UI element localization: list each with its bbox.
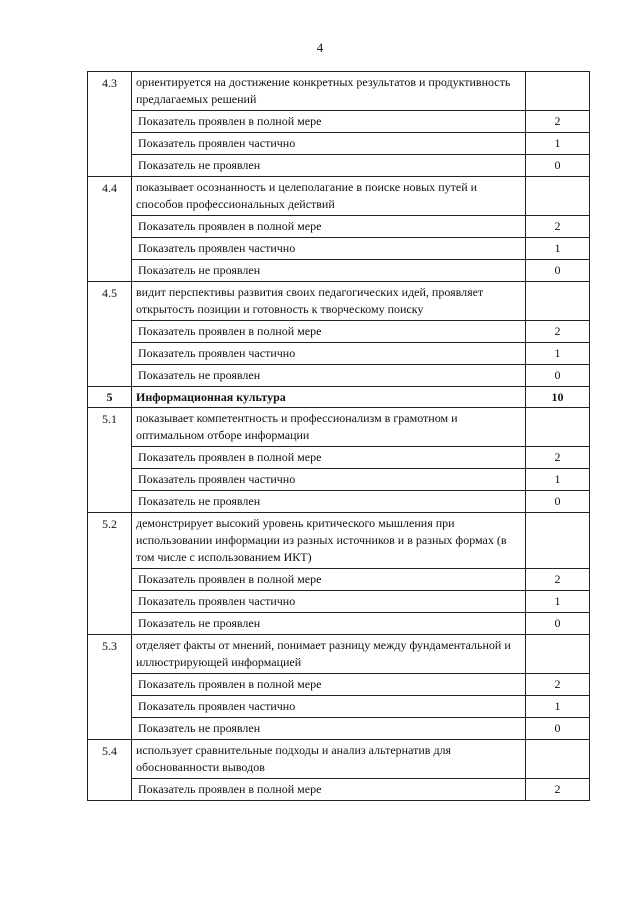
page-number: 4 <box>316 40 324 55</box>
level-label: Показатель не проявлен <box>132 365 526 387</box>
level-label: Показатель не проявлен <box>132 613 526 635</box>
criterion-text: демонстрирует высокий уровень критического мышления при использовании информации из разных источников и в разных формах (в том числе с использованием ИКТ) <box>132 513 526 569</box>
level-label: Показатель не проявлен <box>132 491 526 513</box>
level-score: 1 <box>526 696 590 718</box>
criterion-row <box>88 740 590 779</box>
level-score: 1 <box>526 238 590 260</box>
level-label: Показатель проявлен в полной мере <box>132 111 526 133</box>
criterion-text: использует сравнительные подходы и анализ альтернатив для обоснованности выводов <box>132 740 526 779</box>
level-row <box>88 569 590 591</box>
level-row <box>88 216 590 238</box>
level-label: Показатель проявлен в полной мере <box>132 569 526 591</box>
criterion-score-cell <box>526 635 590 674</box>
level-row <box>88 613 590 635</box>
level-row <box>88 491 590 513</box>
level-label: Показатель проявлен в полной мере <box>132 779 526 801</box>
level-label: Показатель проявлен в полной мере <box>132 321 526 343</box>
level-score: 0 <box>526 260 590 282</box>
level-score: 1 <box>526 591 590 613</box>
level-row <box>88 447 590 469</box>
level-score: 1 <box>526 343 590 365</box>
level-row <box>88 133 590 155</box>
level-label: Показатель не проявлен <box>132 718 526 740</box>
level-row <box>88 591 590 613</box>
level-score: 2 <box>526 447 590 469</box>
level-label: Показатель проявлен частично <box>132 343 526 365</box>
level-label: Показатель проявлен в полной мере <box>132 447 526 469</box>
level-row <box>88 111 590 133</box>
section-number: 5 <box>88 387 132 408</box>
level-score: 2 <box>526 321 590 343</box>
level-score: 0 <box>526 491 590 513</box>
level-row <box>88 779 590 801</box>
level-row <box>88 343 590 365</box>
level-row <box>88 696 590 718</box>
level-row <box>88 238 590 260</box>
criterion-number: 4.3 <box>88 72 132 177</box>
level-score: 2 <box>526 111 590 133</box>
level-label: Показатель проявлен частично <box>132 591 526 613</box>
level-row <box>88 469 590 491</box>
level-label: Показатель проявлен частично <box>132 469 526 491</box>
level-label: Показатель проявлен частично <box>132 238 526 260</box>
criterion-text: показывает осознанность и целеполагание в поиске новых путей и способов профессиональных действий <box>132 177 526 216</box>
criterion-text: показывает компетентность и профессионализм в грамотном и оптимальном отборе информации <box>132 408 526 447</box>
level-label: Показатель не проявлен <box>132 155 526 177</box>
criterion-row <box>88 635 590 674</box>
criterion-score-cell <box>526 740 590 779</box>
level-score: 0 <box>526 155 590 177</box>
criterion-text: отделяет факты от мнений, понимает разницу между фундаментальной и иллюстрирующей информацией <box>132 635 526 674</box>
level-row <box>88 718 590 740</box>
level-score: 0 <box>526 613 590 635</box>
criterion-number: 5.2 <box>88 513 132 635</box>
criterion-number: 5.3 <box>88 635 132 740</box>
criterion-row <box>88 72 590 111</box>
criterion-text: ориентируется на достижение конкретных результатов и продуктивность предлагаемых решений <box>132 72 526 111</box>
criterion-score-cell <box>526 72 590 111</box>
criterion-number: 5.4 <box>88 740 132 801</box>
level-label: Показатель проявлен в полной мере <box>132 674 526 696</box>
level-label: Показатель проявлен в полной мере <box>132 216 526 238</box>
criterion-row <box>88 408 590 447</box>
criterion-score-cell <box>526 408 590 447</box>
criterion-score-cell <box>526 513 590 569</box>
criteria-table-body <box>88 72 590 801</box>
section-row <box>88 387 590 408</box>
level-row <box>88 674 590 696</box>
criterion-number: 4.4 <box>88 177 132 282</box>
criterion-row <box>88 282 590 321</box>
section-title: Информационная культура <box>132 387 526 408</box>
level-score: 2 <box>526 674 590 696</box>
level-row <box>88 260 590 282</box>
level-row <box>88 365 590 387</box>
criterion-score-cell <box>526 177 590 216</box>
level-label: Показатель проявлен частично <box>132 696 526 718</box>
section-score: 10 <box>526 387 590 408</box>
criterion-score-cell <box>526 282 590 321</box>
level-score: 0 <box>526 365 590 387</box>
level-score: 1 <box>526 469 590 491</box>
criterion-number: 5.1 <box>88 408 132 513</box>
level-score: 2 <box>526 569 590 591</box>
criterion-row <box>88 513 590 569</box>
level-row <box>88 321 590 343</box>
level-label: Показатель не проявлен <box>132 260 526 282</box>
level-row <box>88 155 590 177</box>
criterion-row <box>88 177 590 216</box>
level-label: Показатель проявлен частично <box>132 133 526 155</box>
level-score: 0 <box>526 718 590 740</box>
criteria-table <box>87 71 590 801</box>
level-score: 2 <box>526 216 590 238</box>
level-score: 2 <box>526 779 590 801</box>
level-score: 1 <box>526 133 590 155</box>
criterion-number: 4.5 <box>88 282 132 387</box>
criterion-text: видит перспективы развития своих педагогических идей, проявляет открытость позиции и готовность к творческому поиску <box>132 282 526 321</box>
